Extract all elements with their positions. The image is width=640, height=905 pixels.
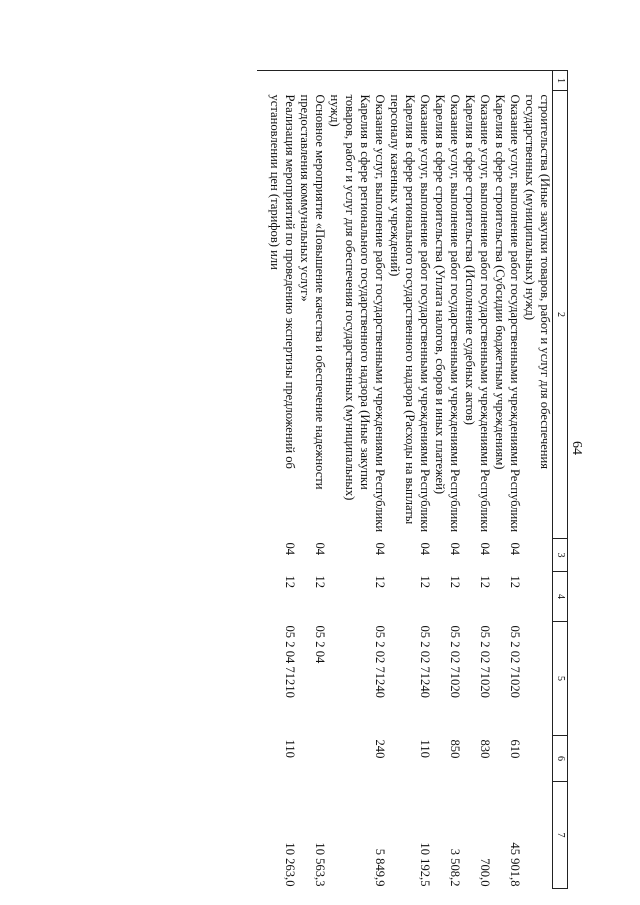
row-subsection <box>522 572 553 622</box>
header-cell-3: 3 <box>553 539 568 572</box>
row-amount: 5 849,9 <box>373 848 387 887</box>
row-section: 04 <box>283 542 297 556</box>
row-expense-type: 240 <box>373 739 387 759</box>
row-description: строительства (Иные закупки товаров, работ и услуг для обеспечения государственных (муниципальных) нужд) <box>523 94 552 470</box>
row-subsection: 12 <box>478 575 492 589</box>
row-expense-type <box>522 736 553 782</box>
table-row <box>462 71 492 889</box>
row-expense-type: 830 <box>478 739 492 759</box>
table-row <box>492 71 522 889</box>
row-subsection: 12 <box>373 575 387 589</box>
header-cell-6: 6 <box>553 736 568 782</box>
table-container <box>52 70 568 888</box>
row-section: 04 <box>373 542 387 556</box>
budget-table <box>257 70 568 889</box>
row-section: 04 <box>478 542 492 556</box>
row-expense-type <box>297 736 327 782</box>
row-target: 05 2 02 71240 <box>418 625 432 698</box>
row-number-cell <box>257 71 297 91</box>
header-cell-5: 5 <box>553 622 568 736</box>
row-section: 04 <box>508 542 522 556</box>
row-expense-type: 850 <box>448 739 462 759</box>
table-row <box>327 71 387 889</box>
header-cell-4: 4 <box>553 572 568 622</box>
row-section: 04 <box>448 542 462 556</box>
row-target: 05 2 04 71210 <box>283 625 297 698</box>
row-number-cell <box>492 71 522 91</box>
header-cell-7: 7 <box>553 782 568 889</box>
row-number-cell <box>522 71 553 91</box>
header-cell-1: 1 <box>553 71 568 91</box>
row-amount <box>522 782 553 889</box>
row-subsection: 12 <box>418 575 432 589</box>
row-section: 04 <box>418 542 432 556</box>
row-description: Оказание услуг, выполнение работ государственными учреждениями Республики Карелия в сфере строительства (Исполнение судебных актов) <box>463 94 492 533</box>
row-description: Реализация мероприятий по проведению экспертизы предложений об установлении цен (тарифов) или <box>268 94 297 469</box>
table-header-row <box>553 71 568 889</box>
table-row <box>432 71 462 889</box>
row-amount: 10 192,5 <box>418 842 432 887</box>
row-number-cell <box>462 71 492 91</box>
row-amount: 10 563,3 <box>313 842 327 887</box>
row-description: Оказание услуг, выполнение работ государственными учреждениями Республики Карелия в сфере строительства (Субсидии бюджетным учреждениям) <box>493 94 522 533</box>
row-target: 05 2 02 71020 <box>508 625 522 698</box>
row-target: 05 2 02 71020 <box>448 625 462 698</box>
row-subsection: 12 <box>448 575 462 589</box>
header-cell-2: 2 <box>553 91 568 539</box>
table-row <box>387 71 432 889</box>
row-amount: 700,0 <box>478 858 492 887</box>
row-description: Оказание услуг, выполнение работ государственными учреждениями Республики Карелия в сфере регионального государственного надзора (Иные закупки товаров, работ и услуг для обеспечения государственных (муниципальных) нужд) <box>328 94 387 533</box>
row-target: 05 2 02 71020 <box>478 625 492 698</box>
table-row <box>257 71 297 889</box>
row-description: Оказание услуг, выполнение работ государственными учреждениями Республики Карелия в сфере регионального государственного надзора (Расходы на выплаты персоналу казенных учреждений) <box>388 94 432 533</box>
row-description: Основное мероприятие «Повышение качества и обеспечение надежности предоставления коммунальных услуг» <box>298 94 327 490</box>
row-number-cell <box>327 71 387 91</box>
row-amount: 45 901,8 <box>508 842 522 887</box>
row-target <box>522 622 553 736</box>
row-number-cell <box>297 71 327 91</box>
row-target: 05 2 02 71240 <box>373 625 387 698</box>
row-number-cell <box>387 71 432 91</box>
table-row <box>297 71 327 889</box>
row-section <box>522 539 553 572</box>
row-description: Оказание услуг, выполнение работ государственными учреждениями Республики Карелия в сфере строительства (Уплата налогов, сборов и иных платежей) <box>433 94 462 533</box>
row-target: 05 2 04 <box>313 625 327 664</box>
row-subsection: 12 <box>508 575 522 589</box>
rotated-table <box>52 70 568 888</box>
row-section: 04 <box>313 542 327 556</box>
page-number: 64 <box>569 441 584 455</box>
row-number-cell <box>432 71 462 91</box>
row-subsection: 12 <box>283 575 297 589</box>
row-expense-type: 110 <box>418 739 432 758</box>
row-expense-type: 610 <box>508 739 522 759</box>
row-expense-type: 110 <box>283 739 297 758</box>
table-row <box>522 71 553 889</box>
row-amount: 3 508,2 <box>448 848 462 887</box>
row-amount: 10 263,0 <box>283 842 297 887</box>
row-subsection: 12 <box>313 575 327 589</box>
